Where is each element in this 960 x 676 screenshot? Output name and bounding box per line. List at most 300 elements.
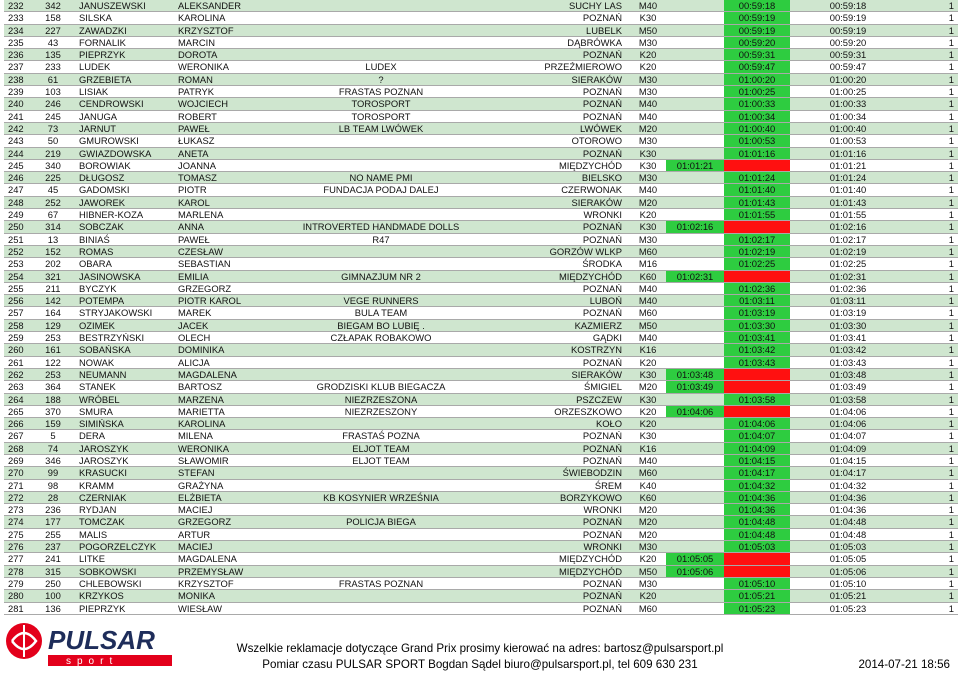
cell-cat: M20 (630, 528, 666, 540)
cell-place: 251 (4, 233, 33, 245)
cell-place: 280 (4, 590, 33, 602)
cell-name: MACIEJ (174, 504, 292, 516)
cell-total: 00:59:47 (790, 61, 906, 73)
cell-t1: 01:01:21 (666, 159, 724, 171)
cell-cat: K30 (630, 393, 666, 405)
cell-laps: 1 (906, 528, 958, 540)
cell-t1 (666, 491, 724, 503)
cell-t2 (724, 368, 790, 380)
cell-city: SUCHY LAS (470, 0, 630, 12)
cell-name: MILENA (174, 430, 292, 442)
cell-place: 257 (4, 307, 33, 319)
cell-cat: K30 (630, 12, 666, 24)
cell-bib: 43 (33, 36, 73, 48)
cell-surname: PIEPRZYK (73, 602, 174, 614)
cell-place: 276 (4, 541, 33, 553)
cell-place: 254 (4, 270, 33, 282)
cell-t1 (666, 430, 724, 442)
table-row (4, 159, 958, 171)
cell-city: MIĘDZYCHÓD (470, 553, 630, 565)
cell-city: ŚWIEBODZIN (470, 467, 630, 479)
cell-cat: M40 (630, 110, 666, 122)
cell-laps: 1 (906, 172, 958, 184)
table-row (4, 565, 958, 577)
cell-name: BARTOSZ (174, 381, 292, 393)
cell-bib: 211 (33, 282, 73, 294)
cell-club: BULA TEAM (292, 307, 470, 319)
cell-place: 245 (4, 159, 33, 171)
cell-t1 (666, 541, 724, 553)
cell-city: LUBELK (470, 24, 630, 36)
table-row (4, 172, 958, 184)
cell-club: GRODZISKI KLUB BIEGACZA (292, 381, 470, 393)
cell-club: KB KOSYNIER WRZEŚNIA (292, 491, 470, 503)
cell-name: PIOTR (174, 184, 292, 196)
cell-t2 (724, 270, 790, 282)
cell-laps: 1 (906, 61, 958, 73)
cell-name: KRZYSZTOF (174, 577, 292, 589)
cell-laps: 1 (906, 258, 958, 270)
cell-bib: 98 (33, 479, 73, 491)
cell-club: LUDEX (292, 61, 470, 73)
cell-club: FRASTAS POZNAN (292, 577, 470, 589)
cell-t1 (666, 245, 724, 257)
cell-total: 01:02:19 (790, 245, 906, 257)
cell-laps: 1 (906, 86, 958, 98)
cell-total: 01:00:33 (790, 98, 906, 110)
cell-cat: K16 (630, 344, 666, 356)
cell-t1 (666, 332, 724, 344)
cell-t1: 01:03:48 (666, 368, 724, 380)
cell-place: 248 (4, 196, 33, 208)
table-row (4, 381, 958, 393)
cell-laps: 1 (906, 282, 958, 294)
cell-total: 01:04:15 (790, 454, 906, 466)
table-row (4, 98, 958, 110)
cell-t1 (666, 590, 724, 602)
cell-total: 01:04:48 (790, 528, 906, 540)
table-row (4, 467, 958, 479)
cell-t2: 01:03:41 (724, 332, 790, 344)
cell-name: PAWEŁ (174, 122, 292, 134)
cell-city: MIĘDZYCHÓD (470, 565, 630, 577)
cell-club (292, 49, 470, 61)
cell-t1 (666, 577, 724, 589)
cell-cat: K20 (630, 356, 666, 368)
cell-bib: 164 (33, 307, 73, 319)
cell-cat: M30 (630, 577, 666, 589)
table-row (4, 221, 958, 233)
table-row (4, 270, 958, 282)
cell-place: 234 (4, 24, 33, 36)
cell-club (292, 528, 470, 540)
table-row (4, 122, 958, 134)
cell-city: POZNAŃ (470, 590, 630, 602)
cell-t2 (724, 405, 790, 417)
table-row (4, 356, 958, 368)
cell-club (292, 245, 470, 257)
cell-total: 01:03:58 (790, 393, 906, 405)
cell-t2: 01:00:33 (724, 98, 790, 110)
cell-place: 275 (4, 528, 33, 540)
cell-laps: 1 (906, 73, 958, 85)
cell-place: 247 (4, 184, 33, 196)
cell-bib: 45 (33, 184, 73, 196)
cell-t1 (666, 418, 724, 430)
cell-total: 00:59:31 (790, 49, 906, 61)
cell-name: DOMINIKA (174, 344, 292, 356)
cell-total: 01:03:41 (790, 332, 906, 344)
cell-t2: 01:04:32 (724, 479, 790, 491)
cell-name: SEBASTIAN (174, 258, 292, 270)
cell-laps: 1 (906, 233, 958, 245)
table-row (4, 528, 958, 540)
cell-bib: 100 (33, 590, 73, 602)
cell-total: 01:05:05 (790, 553, 906, 565)
cell-t1 (666, 135, 724, 147)
cell-city: POZNAŃ (470, 602, 630, 614)
cell-club (292, 36, 470, 48)
cell-city: POZNAŃ (470, 430, 630, 442)
cell-place: 279 (4, 577, 33, 589)
cell-name: KRZYSZTOF (174, 24, 292, 36)
cell-total: 01:02:31 (790, 270, 906, 282)
cell-laps: 1 (906, 122, 958, 134)
cell-club: NIEZRZESZONY (292, 405, 470, 417)
cell-surname: GADOMSKI (73, 184, 174, 196)
table-row (4, 24, 958, 36)
cell-t1 (666, 319, 724, 331)
cell-place: 269 (4, 454, 33, 466)
cell-city: MIĘDZYCHÓD (470, 159, 630, 171)
cell-city: KOSTRZYN (470, 344, 630, 356)
cell-t1 (666, 122, 724, 134)
cell-surname: GMUROWSKI (73, 135, 174, 147)
cell-city: ŚREM (470, 479, 630, 491)
cell-t2: 01:05:23 (724, 602, 790, 614)
cell-total: 01:03:11 (790, 295, 906, 307)
cell-cat: M40 (630, 295, 666, 307)
cell-t2: 01:03:43 (724, 356, 790, 368)
cell-city: WRONKI (470, 209, 630, 221)
cell-total: 01:02:17 (790, 233, 906, 245)
cell-place: 272 (4, 491, 33, 503)
cell-bib: 136 (33, 602, 73, 614)
cell-t2: 00:59:19 (724, 12, 790, 24)
cell-cat: M20 (630, 381, 666, 393)
cell-t2: 01:04:48 (724, 528, 790, 540)
cell-place: 240 (4, 98, 33, 110)
cell-club: CZŁAPAK ROBAKOWO (292, 332, 470, 344)
cell-t1: 01:05:05 (666, 553, 724, 565)
cell-cat: M30 (630, 233, 666, 245)
cell-city: LUBOŃ (470, 295, 630, 307)
cell-t2: 01:05:10 (724, 577, 790, 589)
table-row (4, 553, 958, 565)
cell-club: TOROSPORT (292, 110, 470, 122)
cell-bib: 236 (33, 504, 73, 516)
table-row (4, 233, 958, 245)
cell-city: POZNAŃ (470, 147, 630, 159)
logo-text: PULSAR (48, 625, 155, 655)
cell-t2: 01:02:36 (724, 282, 790, 294)
cell-t1 (666, 196, 724, 208)
cell-club: ELJOT TEAM (292, 454, 470, 466)
cell-club (292, 282, 470, 294)
cell-cat: K30 (630, 368, 666, 380)
cell-laps: 1 (906, 0, 958, 12)
cell-club (292, 590, 470, 602)
cell-name: WERONIKA (174, 442, 292, 454)
cell-total: 01:05:23 (790, 602, 906, 614)
cell-t1: 01:03:49 (666, 381, 724, 393)
cell-club (292, 24, 470, 36)
cell-bib: 314 (33, 221, 73, 233)
cell-laps: 1 (906, 24, 958, 36)
cell-name: SŁAWOMIR (174, 454, 292, 466)
cell-surname: ROMAS (73, 245, 174, 257)
cell-club: ELJOT TEAM (292, 442, 470, 454)
cell-name: STEFAN (174, 467, 292, 479)
cell-total: 01:04:06 (790, 405, 906, 417)
cell-club (292, 418, 470, 430)
cell-t2 (724, 221, 790, 233)
cell-surname: GRZEBIETA (73, 73, 174, 85)
cell-t1 (666, 0, 724, 12)
cell-city: ŚRODKA (470, 258, 630, 270)
cell-city: POZNAŃ (470, 454, 630, 466)
cell-club (292, 12, 470, 24)
complaints-notice: Wszelkie reklamacje dotyczące Grand Prix prosimy kierować na adres: bartosz@pulsarsport.pl (236, 642, 724, 655)
cell-t1 (666, 467, 724, 479)
cell-cat: M60 (630, 602, 666, 614)
cell-cat: M50 (630, 565, 666, 577)
cell-total: 01:03:48 (790, 368, 906, 380)
table-row (4, 541, 958, 553)
cell-city: POZNAŃ (470, 86, 630, 98)
cell-laps: 1 (906, 602, 958, 614)
table-row (4, 479, 958, 491)
cell-bib: 161 (33, 344, 73, 356)
table-row (4, 295, 958, 307)
cell-bib: 245 (33, 110, 73, 122)
cell-total: 00:59:20 (790, 36, 906, 48)
cell-t2 (724, 565, 790, 577)
cell-t2: 01:04:09 (724, 442, 790, 454)
table-row (4, 209, 958, 221)
cell-bib: 246 (33, 98, 73, 110)
cell-place: 281 (4, 602, 33, 614)
cell-laps: 1 (906, 454, 958, 466)
cell-laps: 1 (906, 590, 958, 602)
cell-surname: RYDJAN (73, 504, 174, 516)
table-row (4, 147, 958, 159)
cell-city: SIERAKÓW (470, 73, 630, 85)
cell-city: LWÓWEK (470, 122, 630, 134)
cell-place: 270 (4, 467, 33, 479)
cell-surname: BYCZYK (73, 282, 174, 294)
cell-club (292, 196, 470, 208)
logo-subtext: sport (66, 656, 119, 667)
cell-cat: M60 (630, 245, 666, 257)
cell-laps: 1 (906, 577, 958, 589)
table-row (4, 86, 958, 98)
cell-cat: M30 (630, 36, 666, 48)
cell-bib: 74 (33, 442, 73, 454)
cell-t1 (666, 479, 724, 491)
footer (0, 615, 960, 676)
cell-place: 249 (4, 209, 33, 221)
cell-city: PRZEŹMIEROWO (470, 61, 630, 73)
results-body (4, 0, 958, 614)
cell-cat: K30 (630, 147, 666, 159)
cell-cat: K30 (630, 221, 666, 233)
cell-place: 261 (4, 356, 33, 368)
cell-laps: 1 (906, 393, 958, 405)
cell-name: GRZEGORZ (174, 516, 292, 528)
cell-surname: JAROSZYK (73, 442, 174, 454)
cell-t1 (666, 307, 724, 319)
cell-total: 01:01:40 (790, 184, 906, 196)
cell-t1 (666, 602, 724, 614)
cell-cat: K16 (630, 442, 666, 454)
timing-credit: Pomiar czasu PULSAR SPORT Bogdan Sądel biuro@pulsarsport.pl, tel 609 630 231 (262, 658, 698, 671)
cell-laps: 1 (906, 270, 958, 282)
cell-t2: 01:01:43 (724, 196, 790, 208)
table-row (4, 577, 958, 589)
cell-surname: BOROWIAK (73, 159, 174, 171)
cell-t2: 00:59:20 (724, 36, 790, 48)
cell-t2: 01:04:36 (724, 491, 790, 503)
cell-place: 233 (4, 12, 33, 24)
cell-surname: STRYJAKOWSKI (73, 307, 174, 319)
cell-bib: 255 (33, 528, 73, 540)
cell-surname: LUDEK (73, 61, 174, 73)
cell-city: POZNAŃ (470, 233, 630, 245)
cell-bib: 219 (33, 147, 73, 159)
cell-surname: CZERNIAK (73, 491, 174, 503)
cell-surname: HIBNER-KOZA (73, 209, 174, 221)
cell-t2: 01:03:42 (724, 344, 790, 356)
cell-t1 (666, 184, 724, 196)
cell-cat: M20 (630, 504, 666, 516)
cell-t1 (666, 209, 724, 221)
cell-total: 00:59:19 (790, 24, 906, 36)
cell-t2: 01:02:19 (724, 245, 790, 257)
cell-club (292, 479, 470, 491)
cell-place: 243 (4, 135, 33, 147)
cell-bib: 13 (33, 233, 73, 245)
cell-total: 01:03:49 (790, 381, 906, 393)
cell-t1 (666, 504, 724, 516)
cell-city: ORZESZKOWO (470, 405, 630, 417)
cell-club (292, 147, 470, 159)
cell-bib: 28 (33, 491, 73, 503)
cell-city: POZNAŃ (470, 110, 630, 122)
cell-t1 (666, 147, 724, 159)
cell-city: CZERWONAK (470, 184, 630, 196)
cell-t1 (666, 49, 724, 61)
cell-t2: 01:04:07 (724, 430, 790, 442)
cell-bib: 142 (33, 295, 73, 307)
cell-total: 01:04:17 (790, 467, 906, 479)
cell-t1 (666, 36, 724, 48)
cell-surname: SMURA (73, 405, 174, 417)
cell-t2: 01:04:17 (724, 467, 790, 479)
table-row (4, 491, 958, 503)
cell-cat: K60 (630, 270, 666, 282)
cell-cat: K20 (630, 405, 666, 417)
cell-club (292, 553, 470, 565)
cell-laps: 1 (906, 36, 958, 48)
cell-club: TOROSPORT (292, 98, 470, 110)
cell-bib: 67 (33, 209, 73, 221)
cell-laps: 1 (906, 344, 958, 356)
print-timestamp: 2014-07-21 18:56 (858, 658, 950, 671)
cell-bib: 159 (33, 418, 73, 430)
cell-surname: KRZYKOS (73, 590, 174, 602)
cell-surname: BINIAŚ (73, 233, 174, 245)
cell-club: BIEGAM BO LUBIĘ . (292, 319, 470, 331)
cell-place: 255 (4, 282, 33, 294)
cell-laps: 1 (906, 135, 958, 147)
cell-place: 264 (4, 393, 33, 405)
cell-surname: LITKE (73, 553, 174, 565)
cell-name: MAREK (174, 307, 292, 319)
cell-t2: 01:01:55 (724, 209, 790, 221)
cell-bib: 73 (33, 122, 73, 134)
cell-club: INTROVERTED HANDMADE DOLLS (292, 221, 470, 233)
cell-laps: 1 (906, 368, 958, 380)
cell-surname: POGORZELCZYK (73, 541, 174, 553)
cell-name: JACEK (174, 319, 292, 331)
cell-t1 (666, 233, 724, 245)
cell-surname: SOBKOWSKI (73, 565, 174, 577)
cell-club (292, 258, 470, 270)
cell-bib: 158 (33, 12, 73, 24)
cell-bib: 177 (33, 516, 73, 528)
cell-total: 01:03:42 (790, 344, 906, 356)
table-row (4, 344, 958, 356)
cell-club (292, 344, 470, 356)
cell-t1 (666, 356, 724, 368)
cell-place: 260 (4, 344, 33, 356)
cell-total: 01:04:07 (790, 430, 906, 442)
cell-place: 250 (4, 221, 33, 233)
cell-t2 (724, 159, 790, 171)
cell-club (292, 135, 470, 147)
cell-total: 01:02:36 (790, 282, 906, 294)
cell-bib: 135 (33, 49, 73, 61)
cell-cat: M30 (630, 73, 666, 85)
cell-bib: 225 (33, 172, 73, 184)
cell-surname: JAROSZYK (73, 454, 174, 466)
table-row (4, 258, 958, 270)
cell-t1 (666, 61, 724, 73)
cell-club: VEGE RUNNERS (292, 295, 470, 307)
cell-laps: 1 (906, 209, 958, 221)
cell-club (292, 368, 470, 380)
cell-cat: M40 (630, 184, 666, 196)
cell-laps: 1 (906, 565, 958, 577)
cell-t2: 01:04:06 (724, 418, 790, 430)
cell-bib: 129 (33, 319, 73, 331)
cell-t2: 01:03:58 (724, 393, 790, 405)
cell-place: 277 (4, 553, 33, 565)
cell-surname: SILSKA (73, 12, 174, 24)
table-row (4, 110, 958, 122)
table-row (4, 245, 958, 257)
